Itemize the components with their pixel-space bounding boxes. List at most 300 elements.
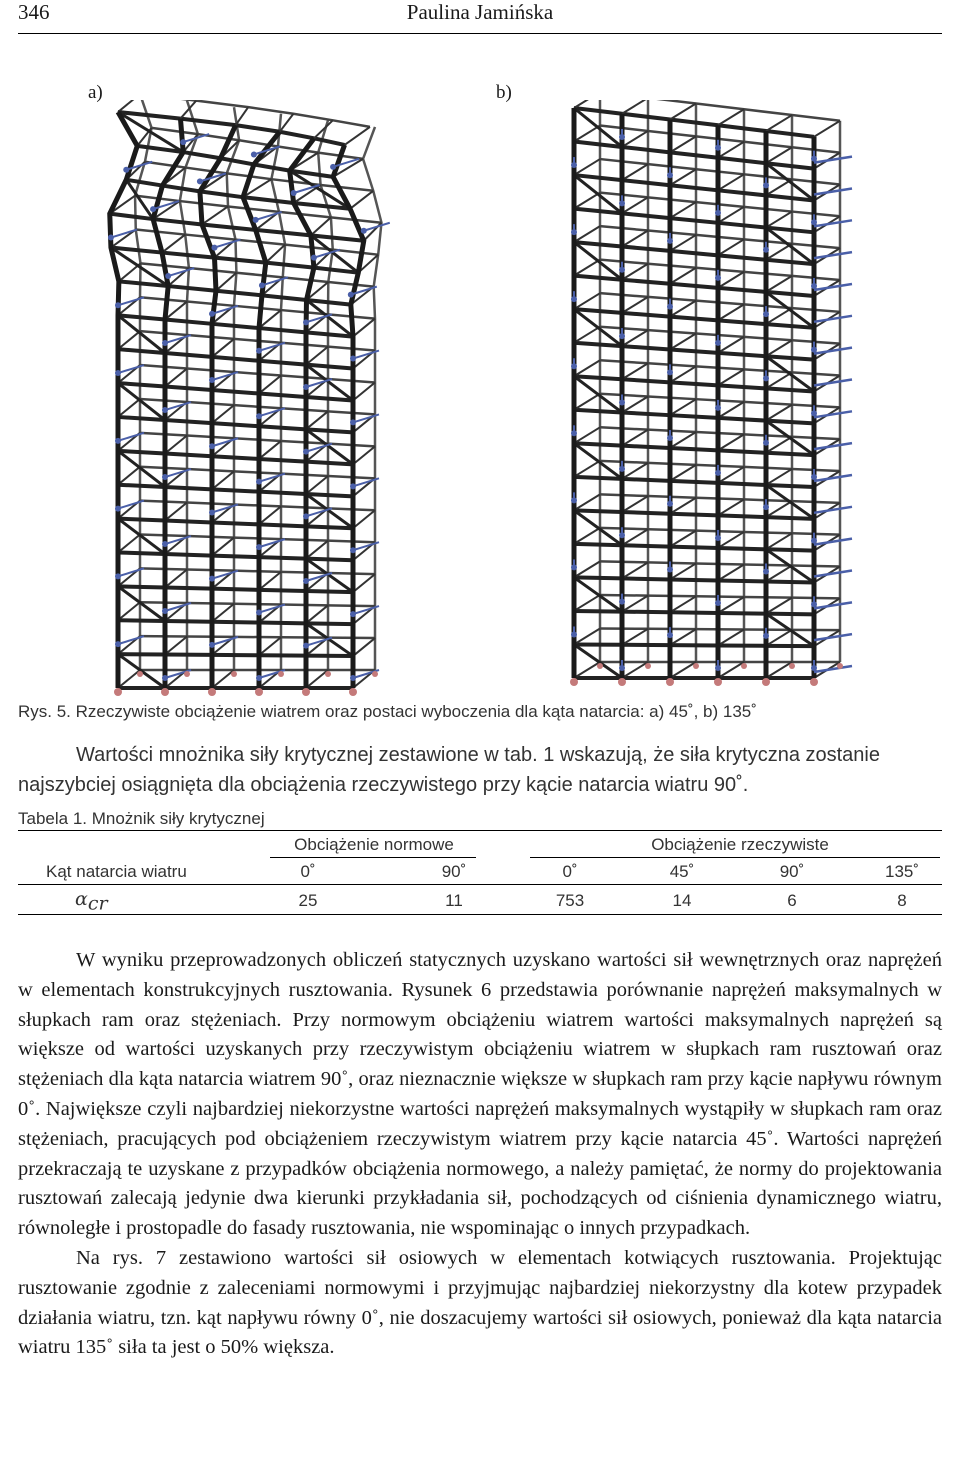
load-node [571, 564, 577, 570]
scaffold-transom [718, 499, 744, 515]
scaffold-transom [306, 670, 328, 688]
base-plate [184, 671, 190, 677]
scaffold-transom [766, 308, 792, 324]
figure-label-a: a) [88, 82, 103, 103]
load-node [715, 665, 721, 671]
base-plate [208, 688, 216, 696]
scaffold-transom [162, 235, 185, 253]
angle-cell: 45˚ [669, 862, 695, 881]
scaffold-ledger [574, 309, 814, 328]
load-node [619, 333, 625, 339]
scaffold-transom [259, 441, 281, 459]
scaffold-ledger [574, 376, 814, 391]
scaffold-transom [718, 564, 744, 580]
angle-cell: 90˚ [779, 862, 805, 881]
load-node [667, 304, 673, 310]
scaffold-transom [718, 174, 744, 190]
scaffold-transom [670, 399, 696, 415]
scaffold-transom [766, 565, 792, 581]
scaffold-transom [670, 563, 696, 579]
scaffold-transom [766, 276, 792, 292]
scaffold-transom [718, 662, 744, 678]
scaffold-transom [718, 597, 744, 613]
load-node [715, 275, 721, 281]
angle-cell: 0˚ [562, 862, 578, 881]
scaffold-transom [118, 100, 140, 112]
scaffold-transom [670, 235, 696, 251]
scaffold-transom [718, 109, 744, 125]
scaffold-transom [353, 510, 375, 528]
row-label-angle: Kąt natarcia wiatru [46, 862, 187, 881]
load-node [715, 535, 721, 541]
scaffold-transom [718, 304, 744, 320]
scaffold-transom [574, 394, 600, 410]
scaffold-transom [574, 226, 600, 242]
alpha-value-cell: 6 [787, 891, 797, 910]
scaffold-transom [670, 169, 696, 185]
scaffold-transom [118, 670, 140, 688]
scaffold-ledger [118, 519, 353, 529]
scaffold-transom [306, 411, 328, 429]
base-plate [693, 663, 699, 669]
scaffold-transom [306, 541, 328, 559]
load-node [715, 405, 721, 411]
load-node [209, 642, 215, 648]
scaffold-rear-standard [363, 127, 381, 670]
scaffold-model-a [108, 100, 390, 696]
load-node [350, 547, 356, 553]
scaffold-transom [111, 230, 136, 248]
scaffold-diagonal-brace [306, 429, 353, 464]
scaffold-transom [350, 191, 373, 209]
load-node [150, 206, 156, 212]
load-node [162, 407, 168, 413]
scaffold-transom [670, 432, 696, 448]
scaffold-transom [670, 662, 696, 678]
scaffold-diagonal-brace [306, 559, 353, 592]
scaffold-transom [259, 637, 281, 655]
load-node [763, 375, 769, 381]
load-node [303, 513, 309, 519]
scaffold-rear-standard [271, 114, 285, 670]
scaffold-transom [165, 369, 187, 387]
scaffold-transom [670, 268, 696, 284]
scaffold-transom [165, 436, 187, 454]
scaffold-transom [574, 260, 600, 276]
scaffold-ledger [574, 611, 814, 614]
load-node [180, 139, 186, 145]
load-node [763, 311, 769, 317]
load-node [209, 311, 215, 317]
scaffold-transom [574, 561, 600, 577]
scaffold-transom [670, 629, 696, 645]
scaffold-transom [345, 127, 370, 145]
alpha-value-cell: 25 [298, 891, 318, 910]
scaffold-transom [670, 498, 696, 514]
body-paragraph: Na rys. 7 zestawiono wartości sił osiowych w elementach kotwiących rusztowania. Projektując rusztowanie zgodnie z zaleceniami normowymi i przyjmując najbardziej niekorzystny dla kotew przypadek działania wiatru, tzn. kąt napływu równy 0˚, nie doszacujemy wartości sił osiowych, ponieważ dla kąta natarcia wiatru 135˚ siła ta jest o 50% większa. [18, 1246, 942, 1359]
scaffold-transom [622, 363, 648, 379]
load-node [162, 541, 168, 547]
load-node [619, 599, 625, 605]
load-node [619, 466, 625, 472]
load-node [361, 228, 367, 234]
scaffold-transom [353, 319, 375, 337]
scaffold-transom [236, 107, 249, 125]
base-plate [372, 671, 378, 677]
angle-cell: 0˚ [300, 862, 316, 881]
load-node [619, 267, 625, 273]
scaffold-ledger [574, 410, 814, 424]
scaffold-transom [622, 100, 648, 114]
load-node [259, 282, 265, 288]
base-plate [231, 671, 237, 677]
scaffold-transom [259, 572, 281, 590]
table-title: Tabela 1. Mnożnik siły krytycznej [18, 809, 265, 828]
scaffold-transom [622, 264, 648, 280]
load-node [115, 641, 121, 647]
scaffold-transom [718, 239, 744, 255]
scaffold-diagonal-brace [118, 315, 165, 353]
load-node [811, 410, 817, 416]
load-node [303, 319, 309, 325]
scaffold-transom [622, 430, 648, 446]
scaffold-transom [766, 630, 792, 646]
scaffold-ledger [574, 510, 814, 518]
scaffold-transom [574, 461, 600, 477]
base-plate [278, 671, 284, 677]
header-real-load: Obciążenie rzeczywiste [651, 835, 829, 854]
scaffold-transom [766, 212, 792, 228]
scaffold-transom [574, 427, 600, 443]
scaffold-diagonal-brace [118, 451, 165, 487]
load-node [251, 151, 257, 157]
scaffold-transom [212, 405, 234, 423]
scaffold-ledger [574, 343, 814, 360]
load-node [162, 474, 168, 480]
scaffold-transom [574, 528, 600, 544]
base-plate [255, 688, 263, 696]
scaffold-transom [165, 637, 187, 655]
scaffold-transom [622, 197, 648, 213]
load-node [256, 610, 262, 616]
load-node [209, 509, 215, 515]
row-label-alpha-cr [75, 888, 108, 914]
base-plate [666, 678, 674, 686]
scaffold-transom [118, 399, 140, 417]
scaffold-transom [216, 273, 236, 291]
load-node [811, 474, 817, 480]
page-header [18, 0, 942, 34]
load-node [667, 172, 673, 178]
scaffold-transom [212, 339, 234, 357]
load-node [115, 302, 121, 308]
load-node [571, 631, 577, 637]
base-plate [741, 663, 747, 669]
base-plate [618, 678, 626, 686]
load-node [619, 200, 625, 206]
scaffold-rear-standard [180, 101, 198, 670]
figure-label-b: b) [496, 82, 512, 103]
alpha-value-cell: 753 [555, 891, 585, 910]
scaffold-transom [622, 297, 648, 313]
load-node [350, 356, 356, 362]
load-node [667, 632, 673, 638]
running-head-author: Paulina Jamińska [406, 0, 554, 24]
load-node [811, 156, 817, 162]
scaffold-transom [118, 331, 140, 349]
scaffold-transom [670, 596, 696, 612]
load-node [256, 348, 262, 354]
page-number: 346 [18, 0, 50, 24]
scaffold-rear-ledger [140, 100, 370, 127]
scaffold-ledger [118, 552, 353, 560]
base-plate [762, 678, 770, 686]
load-node [303, 643, 309, 649]
scaffold-transom [766, 115, 792, 131]
load-node [763, 182, 769, 188]
intro-paragraph: Wartości mnożnika siły krytycznej zestawione w tab. 1 wskazują, że siła krytyczna zostanie najszybciej osiągnięta dla obciążenia rzeczywistego przy kącie natarcia wiatru 90˚. [18, 744, 880, 796]
load-node [303, 578, 309, 584]
scaffold-transom [118, 534, 140, 552]
scaffold-transom [718, 272, 744, 288]
load-node [811, 538, 817, 544]
scaffold-transom [622, 330, 648, 346]
load-node [619, 532, 625, 538]
load-node [330, 164, 336, 170]
scaffold-transom [118, 467, 140, 485]
load-node [619, 665, 625, 671]
scaffold-transom [670, 333, 696, 349]
scaffold-rear-ledger [141, 263, 374, 286]
scaffold-transom [574, 494, 600, 510]
scaffold-transom [266, 245, 285, 263]
scaffold-transom [766, 469, 792, 485]
scaffold-transom [212, 670, 234, 688]
scaffold-transom [670, 465, 696, 481]
load-node [667, 238, 673, 244]
load-node [811, 219, 817, 225]
scaffold-transom [165, 570, 187, 588]
scaffold-transom [574, 595, 600, 611]
scaffold-transom [814, 121, 840, 137]
alpha-value-cell: 11 [445, 891, 463, 910]
base-plate [325, 671, 331, 677]
scaffold-transom [622, 496, 648, 512]
scaffold-transom [202, 206, 228, 224]
body-paragraph: W wyniku przeprowadzonych obliczeń statycznych uzyskano wartości sił wewnętrznych oraz naprężeń w elementach konstrukcyjnych rusztowania. Rysunek 6 przedstawia porównanie naprężeń maksymalnych w słupkach ram oraz stężeniach. Przy normowym obciążeniu wiatrem wartości maksymalnych naprężeń są większe od wartości uzyskanych przy rzeczywistym obciążeniu wiatrem w słupkach ram rusztowań oraz stężeniach dla kąta natarcia wiatrem 90˚, oraz nieznacznie większe w słupkach ram przy kącie napływu równym 0˚. Największe czyli najbardziej niekorzystne wartości naprężeń maksymalnych wystąpiły w słupkach ram oraz stężeniach, pracujących pod obciążeniem rzeczywistym wiatrem przy kącie natarcia 45˚. Wartości naprężeń przekraczają te uzyskane z przypadków obciążenia normowego, a należy pamiętać, że normy do projektowania rusztowań zalecają jedynie dwa kierunki przykładania sił, pochodzących od ciśnienia dynamicznego wiatru, równoległe i prostopadle do fasady rusztowania, nie wspominając o innych przypadkach. [18, 949, 942, 1240]
scaffold-ledger [574, 544, 814, 551]
real-group-rule [530, 857, 940, 858]
scaffold-transom [622, 662, 648, 678]
load-node [256, 479, 262, 485]
base-plate [810, 678, 818, 686]
scaffold-transom [718, 467, 744, 483]
load-node [209, 443, 215, 449]
scaffold-transom [766, 147, 792, 163]
scaffold-transom [311, 217, 331, 235]
scaffold-rear-ledger [140, 297, 375, 318]
load-node [350, 675, 356, 681]
scaffold-ledger [574, 644, 814, 646]
load-node [162, 608, 168, 614]
angle-cell: 90˚ [441, 862, 467, 881]
load-node [108, 235, 114, 241]
base-plate [137, 671, 143, 677]
load-node [667, 501, 673, 507]
table-top-rule [18, 830, 942, 831]
load-node [715, 470, 721, 476]
scaffold-transom [353, 446, 375, 464]
scaffold-transom [622, 164, 648, 180]
load-node [571, 229, 577, 235]
scaffold-ledger [574, 577, 814, 582]
scaffold-transom [306, 347, 328, 365]
load-node [197, 178, 203, 184]
load-node [115, 506, 121, 512]
load-node [303, 384, 309, 390]
scaffold-transom [574, 159, 600, 175]
base-plate [837, 663, 843, 669]
scaffold-transom [670, 104, 696, 120]
scaffold-transom [306, 476, 328, 494]
scaffold-transom [574, 662, 600, 678]
scaffold-transom [574, 327, 600, 343]
scaffold-transom [622, 463, 648, 479]
load-node [811, 601, 817, 607]
load-node [350, 419, 356, 425]
load-node [571, 430, 577, 436]
scaffold-transom [718, 337, 744, 353]
scaffold-transom [718, 629, 744, 645]
load-node [115, 573, 121, 579]
scaffold-transom [670, 136, 696, 152]
scaffold-transom [718, 207, 744, 223]
scaffold-ledger [118, 485, 353, 497]
load-node [571, 363, 577, 369]
load-node [811, 283, 817, 289]
scaffold-transom [766, 662, 792, 678]
load-node [715, 210, 721, 216]
scaffold-transom [118, 602, 140, 620]
scaffold-transom [353, 382, 375, 400]
load-node [165, 273, 171, 279]
header-normative-load: Obciążenie normowe [294, 835, 454, 854]
scaffold-transom [670, 366, 696, 382]
alpha-symbol: α [75, 888, 88, 910]
base-plate [597, 663, 603, 669]
load-node [571, 162, 577, 168]
angle-cell: 135˚ [884, 862, 920, 881]
scaffold-transom [766, 437, 792, 453]
scaffold-transom [259, 376, 281, 394]
load-node [715, 600, 721, 606]
scaffold-transom [718, 369, 744, 385]
load-node [763, 247, 769, 253]
scaffold-transom [718, 434, 744, 450]
scaffold-transom [766, 372, 792, 388]
scaffold-transom [622, 231, 648, 247]
scaffold-transom [622, 562, 648, 578]
load-node [209, 377, 215, 383]
scaffold-transom [259, 506, 281, 524]
scaffold-transom [574, 628, 600, 644]
load-node [209, 576, 215, 582]
load-node [311, 255, 317, 261]
base-plate [161, 688, 169, 696]
scaffold-transom [718, 532, 744, 548]
scaffold-ledger [118, 586, 353, 592]
scaffold-transom [622, 131, 648, 147]
load-node [303, 449, 309, 455]
wind-load-arrow [364, 223, 390, 231]
load-node [291, 190, 297, 196]
alpha-value-cell: 8 [897, 891, 907, 910]
base-plate [714, 678, 722, 686]
load-node [811, 347, 817, 353]
table-bottom-rule [18, 914, 942, 915]
scaffold-transom [353, 574, 375, 592]
load-node [811, 665, 817, 671]
load-node [256, 544, 262, 550]
body-text [18, 946, 942, 1363]
scaffold-ledger [118, 654, 353, 656]
base-plate [645, 663, 651, 669]
scaffold-transom [353, 638, 375, 656]
load-node [667, 566, 673, 572]
load-node [123, 167, 129, 173]
base-plate [349, 688, 357, 696]
scaffold-transom [670, 531, 696, 547]
load-node [350, 611, 356, 617]
load-node [763, 633, 769, 639]
scaffold-transom [212, 604, 234, 622]
scaffold-transom [306, 605, 328, 623]
scaffold-rear-ledger [600, 100, 840, 121]
scaffold-transom [766, 533, 792, 549]
scaffold-transom [766, 501, 792, 517]
scaffold-transom [165, 503, 187, 521]
scaffold-rear-standard [227, 107, 239, 670]
scaffold-ledger [118, 383, 353, 400]
normative-group-rule [270, 857, 476, 858]
alpha-value-cell: 14 [672, 891, 692, 910]
scaffold-transom [574, 360, 600, 376]
scaffold-diagonal-brace [306, 494, 353, 528]
base-plate [570, 678, 578, 686]
scaffold-diagonal-brace [306, 365, 353, 401]
load-node [162, 675, 168, 681]
scaffold-transom [670, 202, 696, 218]
base-plate [302, 688, 310, 696]
load-node [619, 399, 625, 405]
load-node [763, 504, 769, 510]
load-node [162, 340, 168, 346]
load-node [256, 413, 262, 419]
load-node [667, 369, 673, 375]
load-node [571, 497, 577, 503]
base-plate [114, 688, 122, 696]
scaffold-transom [718, 402, 744, 418]
load-node [115, 370, 121, 376]
scaffold-standard [110, 112, 138, 688]
scaffold-diagonal-brace [118, 383, 165, 420]
scaffolding-buckling-figure [0, 100, 960, 700]
wind-load-arrow [111, 230, 137, 238]
scaffold-transom [212, 538, 234, 556]
scaffold-transom [622, 529, 648, 545]
figure-caption: Rys. 5. Rzeczywiste obciążenie wiatrem oraz postaci wyboczenia dla kąta natarcia: a) 45˚, b) 135˚ [18, 702, 757, 721]
load-node [350, 483, 356, 489]
